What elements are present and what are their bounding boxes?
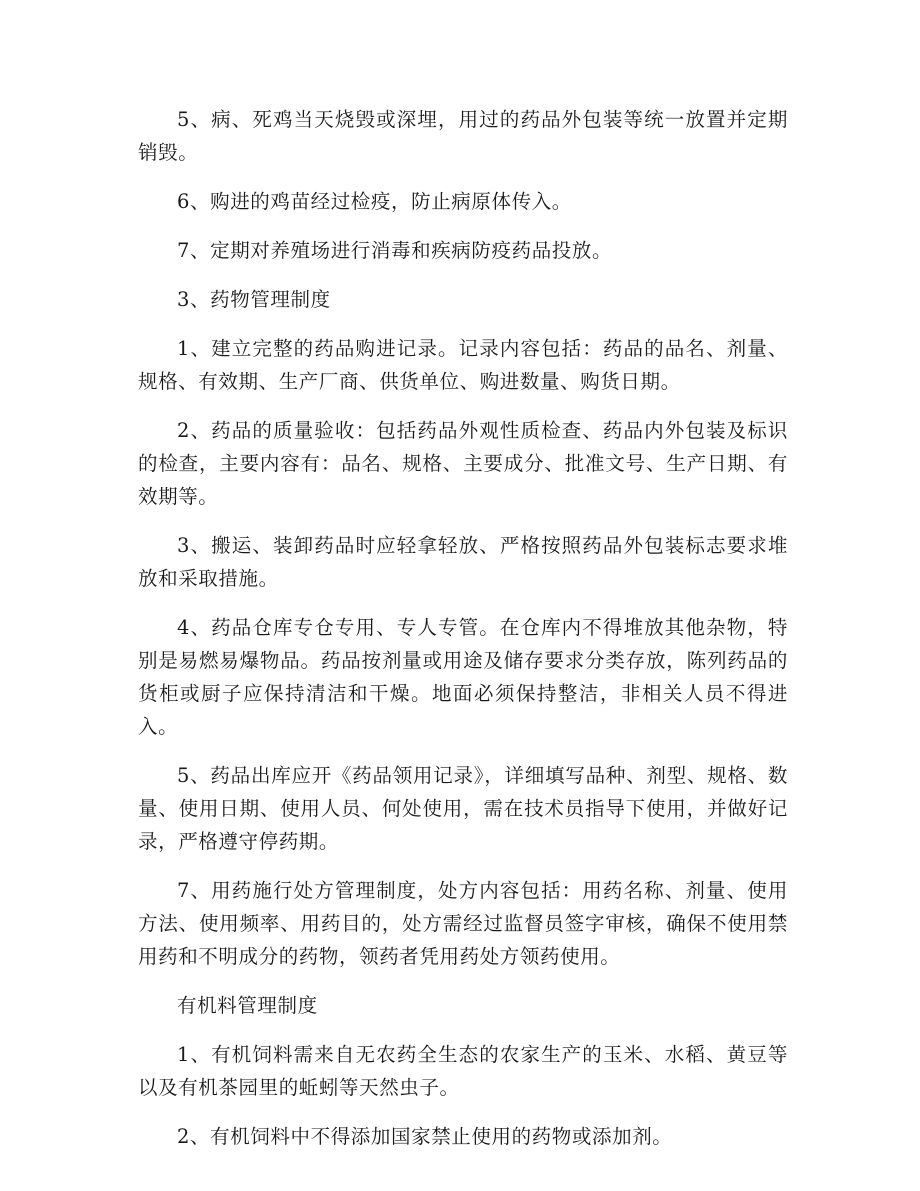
paragraph-handling: 3、搬运、装卸药品时应轻拿轻放、严格按照药品外包装标志要求堆放和采取措施。 bbox=[138, 534, 788, 590]
paragraph-chick-quarantine: 6、购进的鸡苗经过检疫，防止病原体传入。 bbox=[177, 190, 572, 213]
paragraph-organic-feed-additives: 2、有机饲料中不得添加国家禁止使用的药物或添加剂。 bbox=[177, 1125, 673, 1148]
section-heading-drug-management: 3、药物管理制度 bbox=[177, 288, 331, 311]
paragraph-warehouse: 4、药品仓库专仓专用、专人专管。在仓库内不得堆放其他杂物，特别是易燃易爆物品。药品按剂量或用途及储存要求分类存放，陈列药品的货柜或厨子应保持清洁和干燥。地面必须保持整洁，非相关人员不得进入。 bbox=[138, 616, 788, 738]
paragraph-dead-chicken-disposal: 5、病、死鸡当天烧毁或深埋，用过的药品外包装等统一放置并定期销毁。 bbox=[138, 108, 788, 164]
section-heading-organic-feed: 有机料管理制度 bbox=[177, 994, 318, 1017]
paragraph-prescription: 7、用药施行处方管理制度，处方内容包括：用药名称、剂量、使用方法、使用频率、用药目的，处方需经过监督员签字审核，确保不使用禁用药和不明成分的药物，领药者凭用药处方领药使用。 bbox=[138, 879, 788, 968]
paragraph-quality-inspection: 2、药品的质量验收：包括药品外观性质检查、药品内外包装及标识的检查，主要内容有：品名、规格、主要成分、批准文号、生产日期、有效期等。 bbox=[138, 419, 788, 508]
paragraph-outbound-records: 5、药品出库应开《药品领用记录》，详细填写品种、剂型、规格、数量、使用日期、使用人员、何处使用，需在技术员指导下使用，并做好记录，严格遵守停药期。 bbox=[138, 764, 788, 853]
paragraph-organic-feed-source: 1、有机饲料需来自无农药全生态的农家生产的玉米、水稻、黄豆等以及有机茶园里的蚯蚓等天然虫子。 bbox=[138, 1043, 788, 1099]
paragraph-disinfection: 7、定期对养殖场进行消毒和疾病防疫药品投放。 bbox=[177, 239, 613, 262]
document-body bbox=[138, 103, 788, 1169]
paragraph-purchase-records: 1、建立完整的药品购进记录。记录内容包括：药品的品名、剂量、规格、有效期、生产厂商、供货单位、购进数量、购货日期。 bbox=[138, 337, 788, 393]
